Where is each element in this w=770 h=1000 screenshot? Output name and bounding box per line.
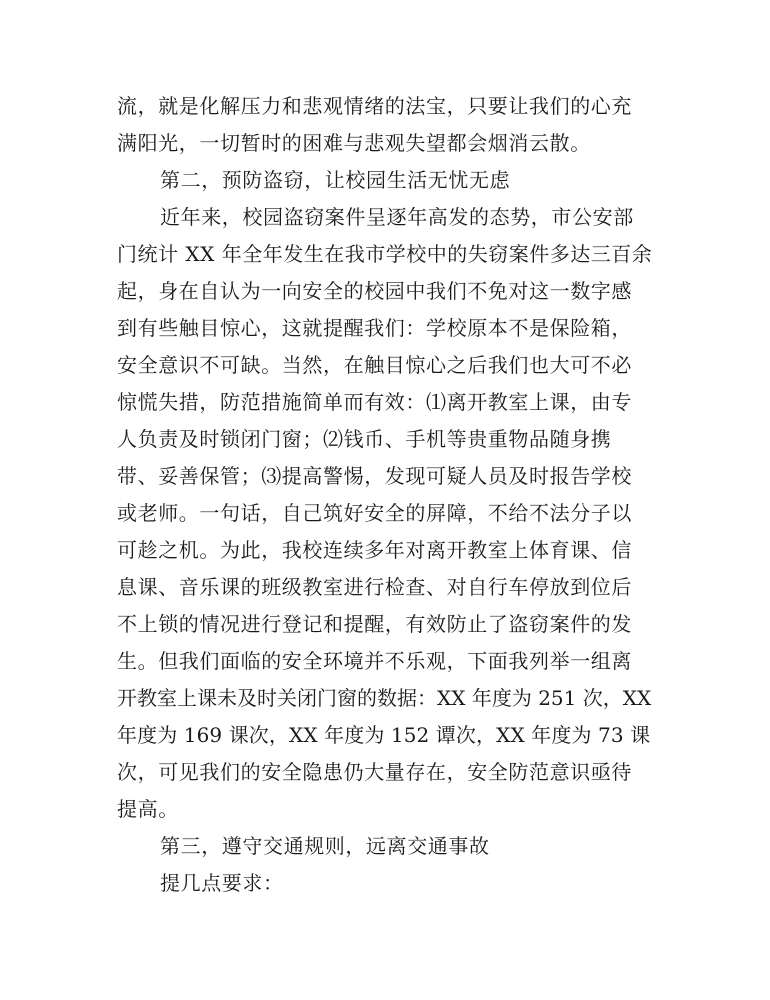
text-line: 或老师。一句话，自己筑好安全的屏障，不给不法分子以 [117,501,632,525]
text-line: 不上锁的情况进行登记和提醒，有效防止了盗窃案件的发 [117,612,632,636]
text-line: 提几点要求： [160,871,284,895]
text-line: 息课、音乐课的班级教室进行检查、对自行车停放到位后 [117,575,632,599]
text-line: 生。但我们面临的安全环境并不乐观，下面我列举一组离 [117,649,632,673]
text-line: 人负责及时锁闭门窗；⑵钱币、手机等贵重物品随身携 [117,427,612,451]
section-heading: 第三，遵守交通规则，远离交通事故 [160,834,490,858]
text-line: 带、妥善保管；⑶提高警惕，发现可疑人员及时报告学校 [117,464,632,488]
text-line: 开教室上课未及时关闭门窗的数据：XX 年度为 251 次，XX [117,686,652,710]
section-heading: 第二，预防盗窃，让校园生活无忧无虑 [160,168,511,192]
text-line: 安全意识不可缺。当然，在触目惊心之后我们也大可不必 [117,353,632,377]
text-line: 近年来，校园盗窃案件呈逐年高发的态势，市公安部 [160,205,634,229]
text-line: 流，就是化解压力和悲观情绪的法宝，只要让我们的心充 [117,94,632,118]
text-line: 门统计 XX 年全年发生在我市学校中的失窃案件多达三百余 [117,242,653,266]
text-line: 提高。 [117,797,179,821]
text-line: 可趁之机。为此，我校连续多年对离开教室上体育课、信 [117,538,632,562]
text-line: 到有些触目惊心，这就提醒我们：学校原本不是保险箱， [117,316,632,340]
text-line: 年度为 169 课次，XX 年度为 152 谭次，XX 年度为 73 课 [117,723,651,747]
text-line: 起，身在自认为一向安全的校园中我们不免对这一数字感 [117,279,632,303]
text-line: 惊慌失措，防范措施简单而有效：⑴离开教室上课，由专 [117,390,632,414]
text-line: 次，可见我们的安全隐患仍大量存在，安全防范意识亟待 [117,760,632,784]
text-line: 满阳光，一切暂时的困难与悲观失望都会烟消云散。 [117,131,591,155]
